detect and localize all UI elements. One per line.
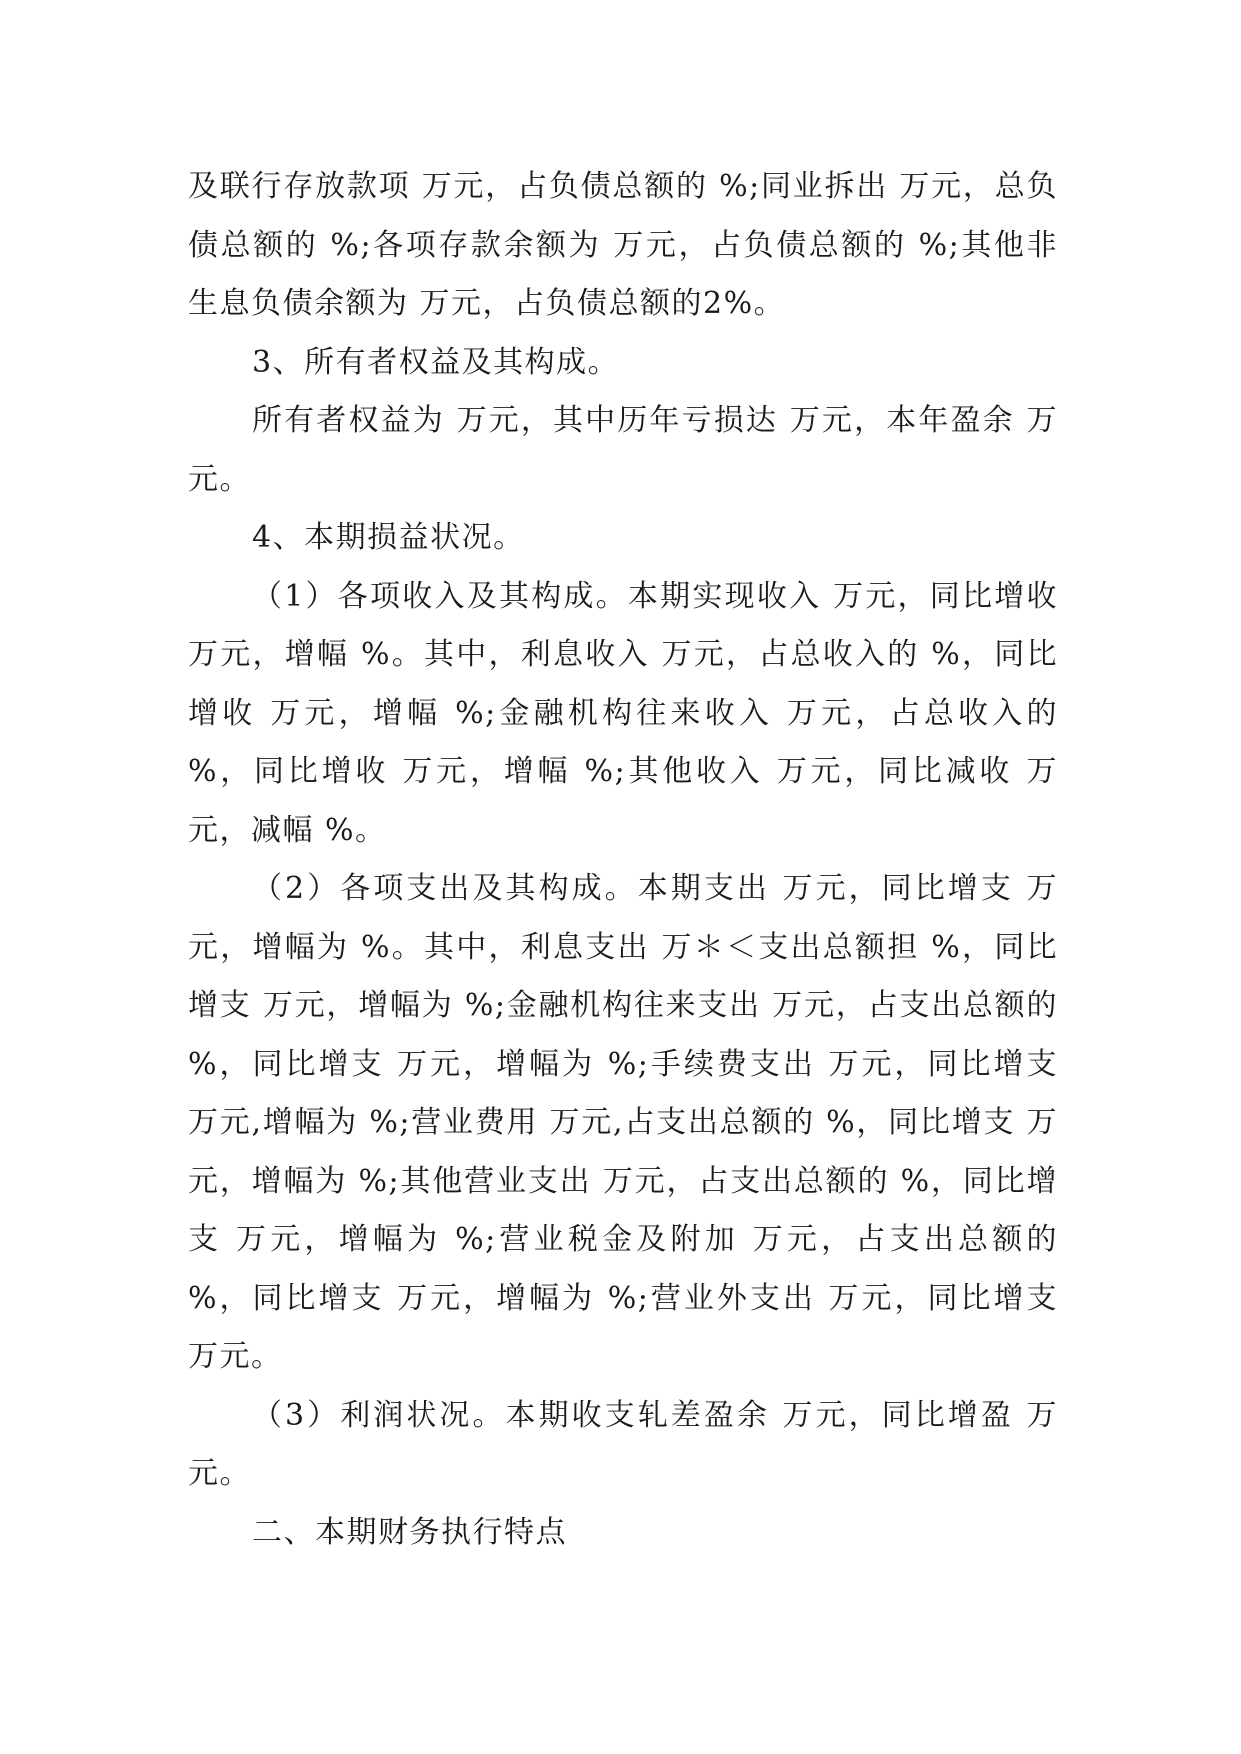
paragraph-liabilities: 及联行存放款项 万元，占负债总额的 %;同业拆出 万元，总负债总额的 %;各项存款余额为 万元，占负债总额的 %;其他非生息负债余额为 万元，占负债总额的2%。 bbox=[188, 169, 1058, 321]
section-heading-characteristics: 二、本期财务执行特点 bbox=[252, 1514, 567, 1550]
paragraph-expenses: （2）各项支出及其构成。本期支出 万元，同比增支 万元，增幅为 %。其中，利息支出 万＊＜支出总额担 %，同比增支 万元，增幅为 %;金融机构往来支出 万元，占支出总额的 %，同比增支 万元，增幅为 %;手续费支出 万元，同比增支 万元,增幅为 %;营业费用 万元,占支出总额的 %，同比增支 万元，增幅为 %;其他营业支出 万元，占支出总额的 %，同比增支 万元，增幅为 %;营业税金及附加 万元，占支出总额的 %，同比增支 万元，增幅为 %;营业外支出 万元，同比增支 万元。 bbox=[188, 871, 1058, 1374]
heading-owners-equity: 3、所有者权益及其构成。 bbox=[252, 344, 620, 380]
paragraph-owners-equity: 所有者权益为 万元，其中历年亏损达 万元，本年盈余 万元。 bbox=[188, 403, 1058, 497]
document-body bbox=[188, 158, 1058, 1562]
paragraph-income: （1）各项收入及其构成。本期实现收入 万元，同比增收 万元，增幅 %。其中，利息收入 万元，占总收入的 %，同比增收 万元，增幅 %;金融机构往来收入 万元，占总收入的 %，同比增收 万元，增幅 %;其他收入 万元，同比减收 万元，减幅 %。 bbox=[188, 578, 1058, 848]
heading-profit-loss: 4、本期损益状况。 bbox=[252, 520, 525, 555]
paragraph-profit: （3）利润状况。本期收支轧差盈余 万元，同比增盈 万元。 bbox=[188, 1397, 1058, 1491]
